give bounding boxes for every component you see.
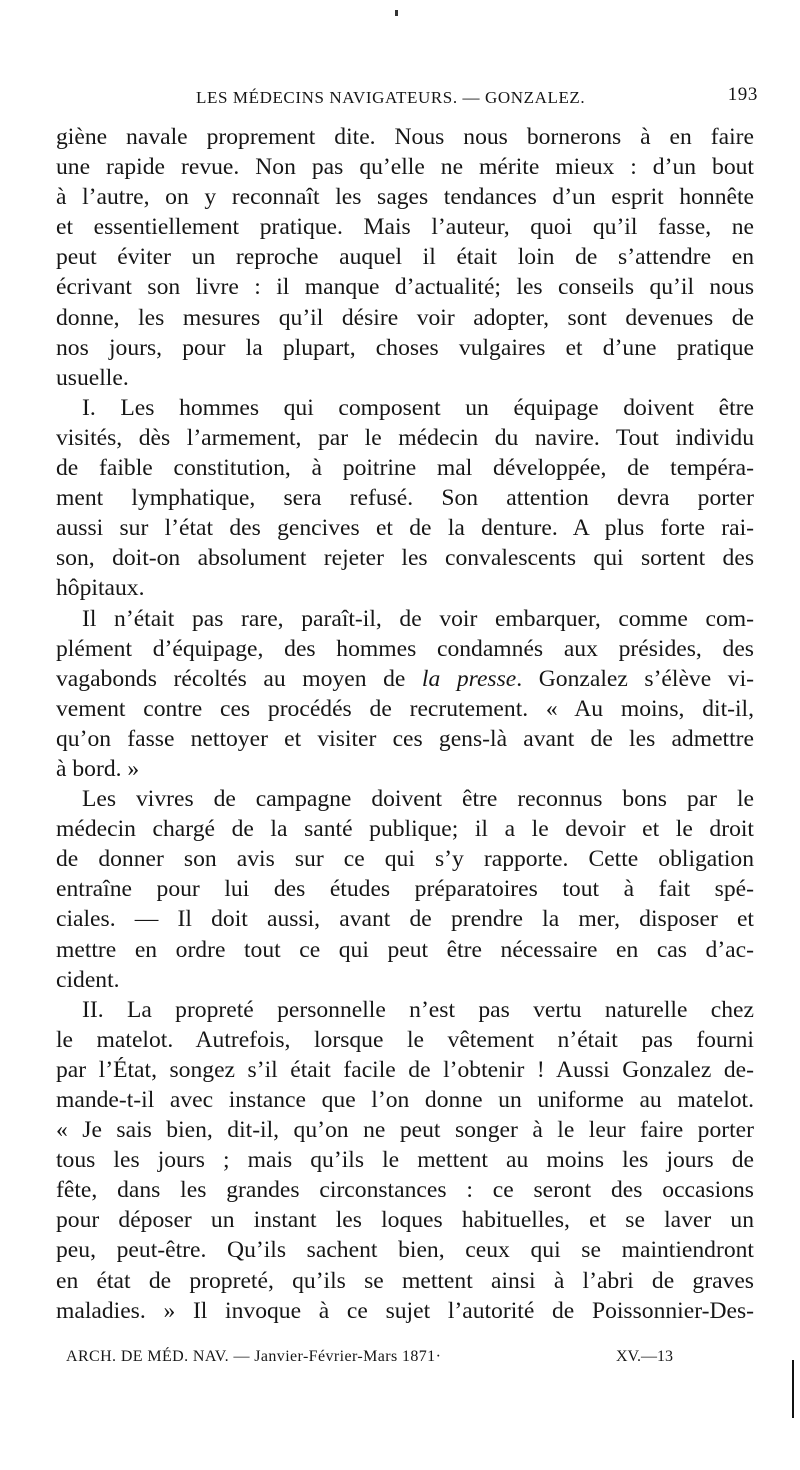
text-line: fête, dans les grandes circonstances : ce seront des occasions <box>56 1177 754 1204</box>
text-line: entraîne pour lui des études préparatoires tout à fait spé- <box>56 876 754 903</box>
print-mark <box>395 10 398 16</box>
text-line: mettre en ordre tout ce qui peut être nécessaire en cas d’ac- <box>56 936 754 963</box>
running-title: LES MÉDECINS NAVIGATEURS. — GONZALEZ. <box>196 88 586 107</box>
text-line: donne, les mesures qu’il désire voir adopter, sont devenues de <box>56 304 754 331</box>
text-line: pour déposer un instant les loques habituelles, et se laver un <box>56 1207 754 1234</box>
text-line: son, doit-on absolument rejeter les convalescents qui sortent des <box>56 545 754 572</box>
text-line: mande-t-il avec instance que l’on donne un uniforme au matelot. <box>56 1087 754 1113</box>
text-line: Il n’était pas rare, paraît-il, de voir embarquer, comme com- <box>82 605 754 632</box>
text-line: à bord. » <box>56 755 140 782</box>
text-line: cident. <box>56 966 120 993</box>
text-line: vement contre ces procédés de recrutement. « Au moins, dit-il, <box>56 695 754 722</box>
text-line: de faible constitution, à poitrine mal développée, de tempéra- <box>56 455 754 482</box>
footer <box>56 1348 754 1372</box>
text-line: par l’État, songez s’il était facile de l’obtenir ! Aussi Gonzalez de- <box>56 1056 754 1083</box>
text-line: tous les jours ; mais qu’ils le mettent au moins les jours de <box>56 1147 754 1174</box>
text-line: Les vivres de campagne doivent être reconnus bons par le <box>82 786 754 813</box>
text-line: visités, dès l’armement, par le médecin du navire. Tout individu <box>56 424 754 451</box>
text-line: nos jours, pour la plupart, choses vulgaires et d’une pratique <box>56 334 754 361</box>
footer-journal-reference: ARCH. DE MÉD. NAV. — Janvier-Février-Mars 1871· <box>66 1347 442 1365</box>
text-line: aussi sur l’état des gencives et de la denture. A plus forte rai- <box>56 515 754 542</box>
text-line: ciales. — Il doit aussi, avant de prendre la mer, disposer et <box>56 906 754 933</box>
text-line: qu’on fasse nettoyer et visiter ces gens-là avant de les admettre <box>56 725 754 752</box>
text-line: giène navale proprement dite. Nous nous bornerons à en faire <box>56 124 754 150</box>
text-line: vagabonds récoltés au moyen de la presse. Gonzalez s’élève vi- <box>56 665 754 692</box>
text-line: médecin chargé de la santé publique; il a le devoir et le droit <box>56 816 754 843</box>
text-line: hôpitaux. <box>56 575 145 602</box>
footer-signature-mark: XV.—13 <box>616 1347 674 1365</box>
text-line: peu, peut-être. Qu’ils sachent bien, ceux qui se maintiendront <box>56 1237 754 1264</box>
text-line: II. La propreté personnelle n’est pas vertu naturelle chez <box>82 996 754 1023</box>
text-line: en état de propreté, qu’ils se mettent ainsi à l’abri de graves <box>56 1267 754 1294</box>
text-line: de donner son avis sur ce qui s’y rapporte. Cette obligation <box>56 846 754 873</box>
text-line: écrivant son livre : il manque d’actualité; les conseils qu’il nous <box>56 274 754 301</box>
text-line: et essentiellement pratique. Mais l’auteur, quoi qu’il fasse, ne <box>56 214 754 241</box>
text-line: usuelle. <box>56 364 129 391</box>
page <box>56 74 758 1372</box>
text-line: plément d’équipage, des hommes condamnés aux présides, des <box>56 635 754 662</box>
text-line: peut éviter un reproche auquel il était loin de s’attendre en <box>56 244 754 271</box>
body-text <box>56 122 754 1326</box>
text-line: maladies. » Il invoque à ce sujet l’autorité de Poissonnier-Des- <box>56 1297 754 1324</box>
text-line: une rapide revue. Non pas qu’elle ne mérite mieux : d’un bout <box>56 154 754 181</box>
text-line: « Je sais bien, dit-il, qu’on ne peut songer à le leur faire porter <box>56 1117 754 1144</box>
running-head <box>56 74 758 108</box>
margin-rule <box>792 1360 794 1418</box>
text-line: ment lymphatique, sera refusé. Son attention devra porter <box>56 485 754 512</box>
text-line: à l’autre, on y reconnaît les sages tendances d’un esprit honnête <box>56 184 754 211</box>
italic-term: la presse <box>421 665 517 692</box>
text-line: I. Les hommes qui composent un équipage doivent être <box>82 394 754 421</box>
page-number: 193 <box>727 84 758 105</box>
text-line: le matelot. Autrefois, lorsque le vêtement n’était pas fourni <box>56 1026 754 1053</box>
